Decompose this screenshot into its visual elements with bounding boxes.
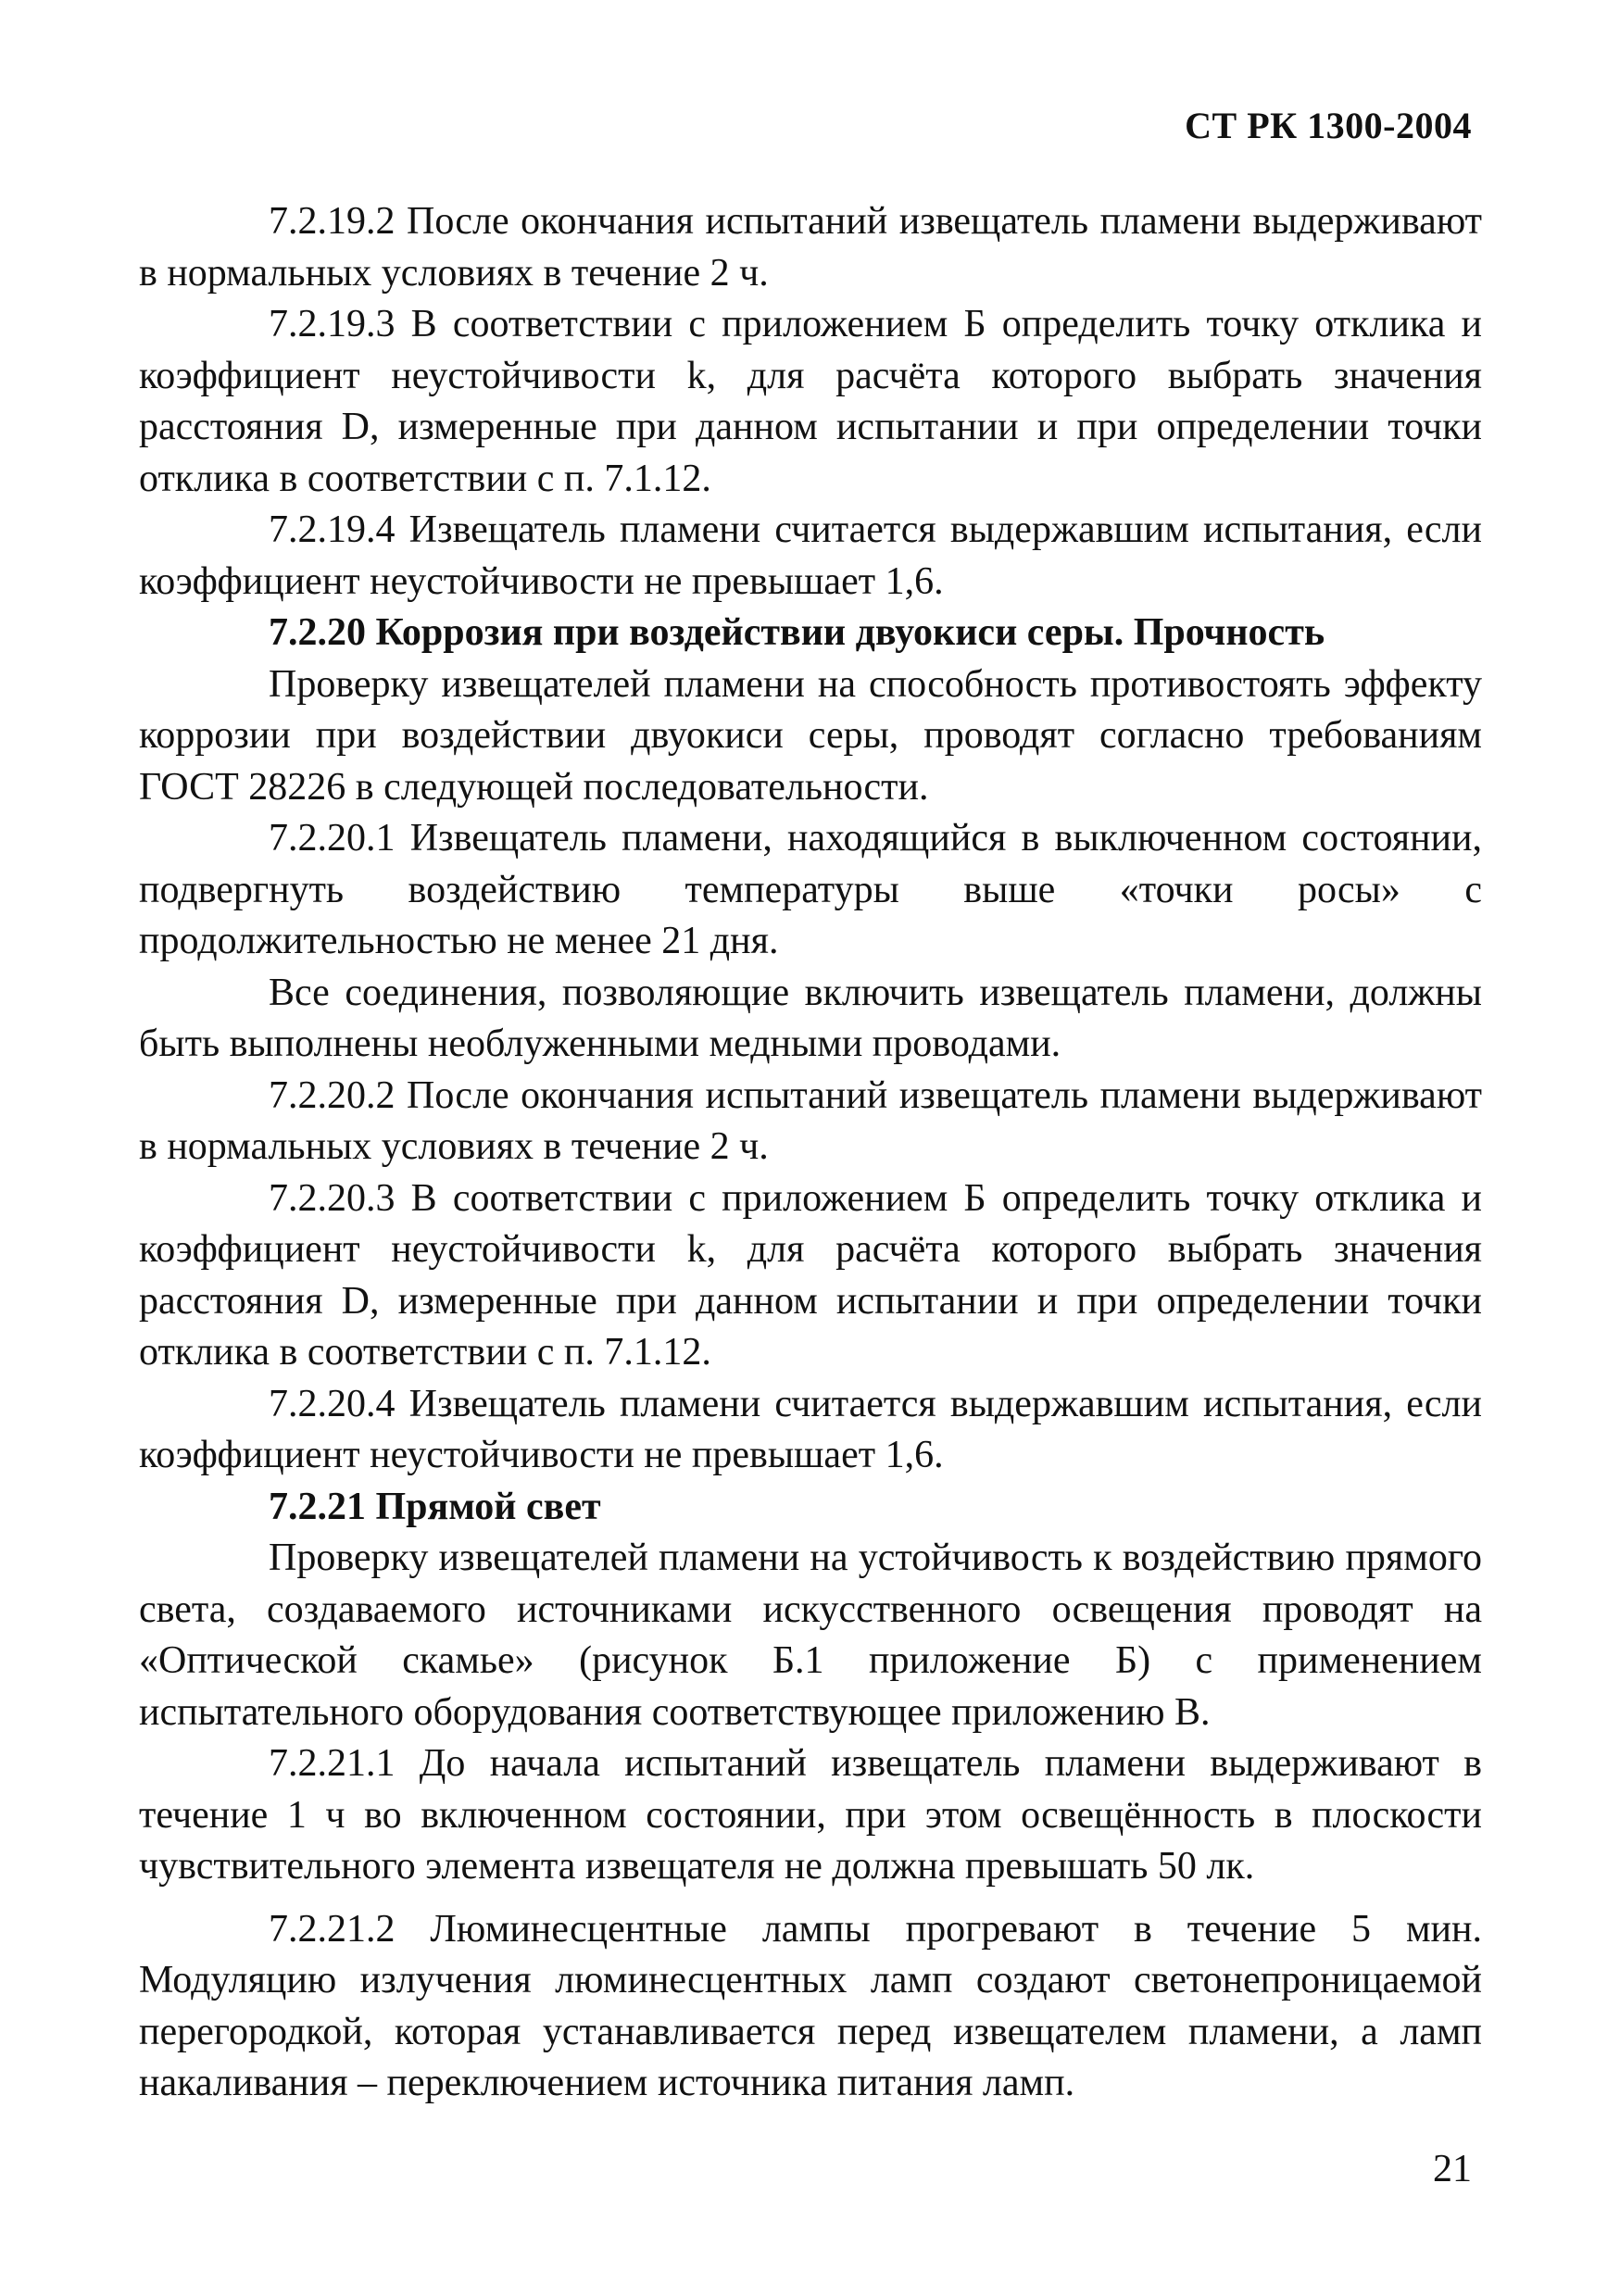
paragraph-7-2-20-intro: Проверку извещателей пламени на способность противостоять эффекту коррозии при воздействии двуокиси серы, проводят согласно требованиям ГОСТ 28226 в следующей последовательности. [139,662,1482,809]
paragraph-7-2-21-1: 7.2.21.1 До начала испытаний извещатель пламени выдерживают в течение 1 ч во включенном состоянии, при этом освещённость в плоскости чувствительного элемента извещателя не должна превышать 50 лк. [139,1742,1482,1888]
document-body [139,196,1482,2110]
paragraph-7-2-20-2: 7.2.20.2 После окончания испытаний извещатель пламени выдерживают в нормальных условиях в течение 2 ч. [139,1073,1482,1168]
paragraph-7-2-19-4: 7.2.19.4 Извещатель пламени считается выдержавшим испытания, если коэффициент неустойчивости не превышает 1,6. [139,508,1482,603]
paragraph-7-2-21-2: 7.2.21.2 Люминесцентные лампы прогревают в течение 5 мин. Модуляцию излучения люминесцентных ламп создают светонепроницаемой перегородкой, которая устанавливается перед извещателем пламени, а ламп накаливания – переключением источника питания ламп. [139,1907,1482,2104]
paragraph-7-2-20-1: 7.2.20.1 Извещатель пламени, находящийся в выключенном состоянии, подвергнуть воздействию температуры выше «точки росы» с продолжительностью не менее 21 дня. [139,817,1482,962]
section-heading-7-2-21: 7.2.21 Прямой свет [269,1485,601,1528]
paragraph-7-2-20-4: 7.2.20.4 Извещатель пламени считается выдержавшим испытания, если коэффициент неустойчивости не превышает 1,6. [139,1382,1482,1476]
paragraph-7-2-19-3: 7.2.19.3 В соответствии с приложением Б определить точку отклика и коэффициент неустойчивости k, для расчёта которого выбрать значения расстояния D, измеренные при данном испытании и при определении точки отклика в соответствии с п. 7.1.12. [139,303,1482,500]
paragraph-7-2-21-intro: Проверку извещателей пламени на устойчивость к воздействию прямого света, создаваемого источниками искусственного освещения проводят на «Оптической скамье» (рисунок Б.1 приложение Б) с применением испытательного оборудования соответствующее приложению В. [139,1537,1482,1734]
section-heading-7-2-20: 7.2.20 Коррозия при воздействии двуокиси серы. Прочность [269,611,1325,654]
page-number: 21 [1433,2148,1472,2190]
paragraph-7-2-20-3: 7.2.20.3 В соответствии с приложением Б определить точку отклика и коэффициент неустойчивости k, для расчёта которого выбрать значения расстояния D, измеренные при данном испытании и при определении точки отклика в соответствии с п. 7.1.12. [139,1176,1482,1374]
document-id-header: СТ РК 1300-2004 [1185,105,1472,146]
paragraph-connections: Все соединения, позволяющие включить извещатель пламени, должны быть выполнены необлуженными медными проводами. [139,971,1482,1065]
paragraph-7-2-19-2: 7.2.19.2 После окончания испытаний извещатель пламени выдерживают в нормальных условиях в течение 2 ч. [139,200,1482,295]
